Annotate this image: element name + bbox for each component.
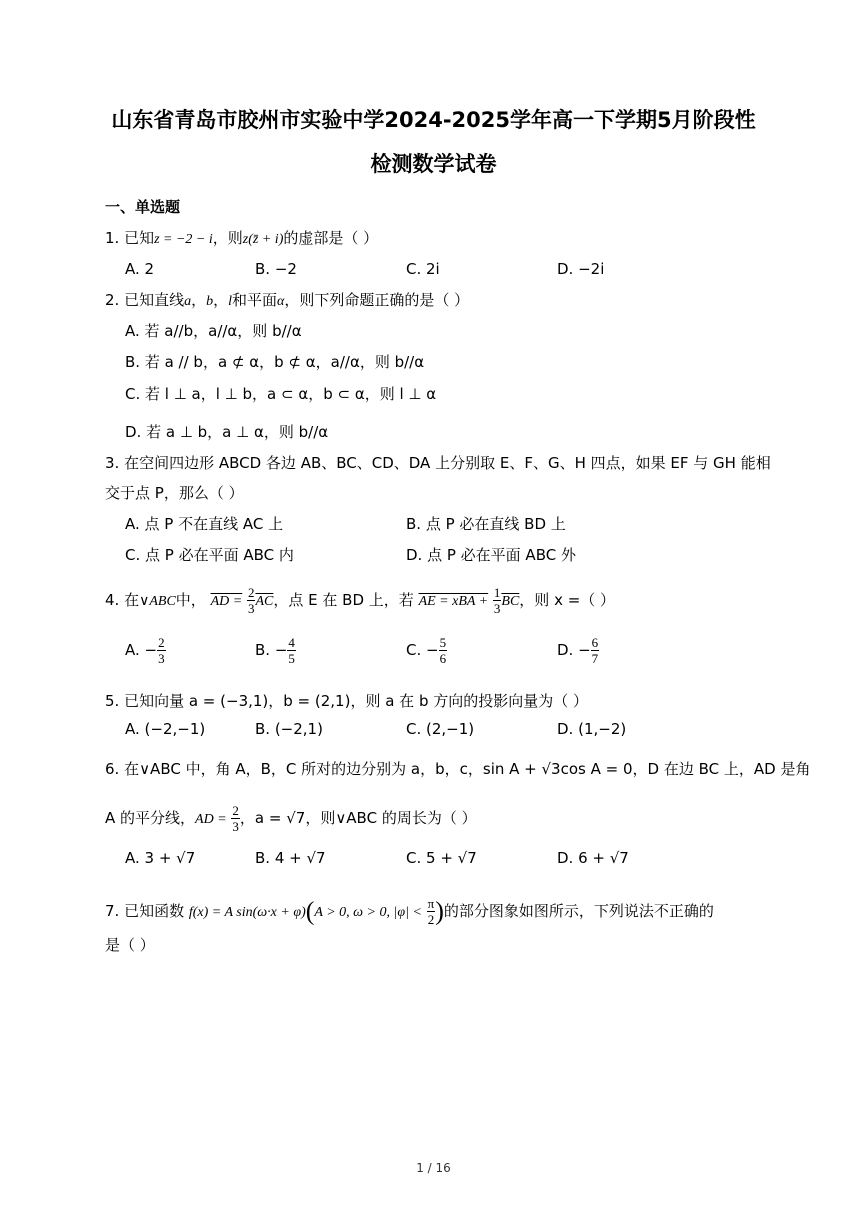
q5-option-d: D. (1,−2) — [557, 720, 627, 738]
q5-option-c: C. (2,−1) — [406, 720, 475, 738]
q1-suffix: 的虚部是（ ） — [283, 229, 379, 247]
q4-option-a: A. − $\frac{2}{3}$ — [125, 635, 165, 666]
q4-vector-ac: $\overline{AC}$ — [255, 594, 274, 609]
q7-suffix: 的部分图象如图所示，下列说法不正确的 — [443, 902, 714, 920]
q6-part: ，a = √7，则∨ABC 的周长为（ ） — [239, 809, 477, 827]
q2-line-a: a — [184, 294, 192, 309]
q6-part: A 的平分线， — [105, 809, 196, 827]
q2-plane-alpha: α — [277, 294, 285, 309]
question-2-stem — [105, 290, 469, 312]
q1-expression: z(z̄ + i) — [242, 232, 284, 247]
q3-option-d: D. 点 P 必在平面 ABC 外 — [406, 546, 576, 564]
q2-option-c: C. 若 l ⊥ a，l ⊥ b，a ⊂ α，b ⊂ α，则 l ⊥ α — [125, 385, 437, 403]
question-6-stem-line-2 — [105, 803, 477, 834]
question-3-stem-line-1: 3. 在空间四边形 ABCD 各边 AB、BC、CD、DA 上分别取 E、F、G、H 四点，如果 EF 与 GH 能相 — [105, 454, 771, 472]
q2-comma: ， — [213, 291, 229, 309]
q2-option-d: D. 若 a ⊥ b，a ⊥ α，则 b//α — [125, 423, 329, 441]
q4-option-d: D. − $\frac{6}{7}$ — [557, 635, 599, 666]
document-title-line-1: 山东省青岛市胶州市实验中学2024-2025学年高一下学期5月阶段性 — [111, 108, 756, 132]
q1-option-a: A. 2 — [125, 260, 155, 278]
q4-vector-ad: AD = — [210, 594, 243, 609]
q4-fraction: $\frac{1}{3}$ — [493, 585, 501, 616]
q1-z-value: z = −2 − i — [154, 232, 213, 247]
q2-line-b: b — [206, 294, 214, 309]
q2-stem-part: 和平面 — [232, 291, 278, 309]
question-3-stem-line-2: 交于点 P，那么（ ） — [105, 484, 244, 502]
q7-prefix: 7. 已知函数 — [105, 902, 185, 920]
q6-option-c: C. 5 + √7 — [406, 849, 477, 867]
q7-function: f(x) = A sin(ω·x + φ) — [188, 905, 306, 920]
q2-stem-part: ，则下列命题正确的是（ ） — [284, 291, 470, 309]
question-7-stem-line-2: 是（ ） — [105, 936, 155, 954]
question-5-stem: 5. 已知向量 a = (−3,1)，b = (2,1)，则 a 在 b 方向的投影向量为（ ） — [105, 692, 589, 710]
question-6-stem-line-1: 6. 在∨ABC 中，角 A，B，C 所对的边分别为 a，b，c，sin A + √3cos A = 0，D 在边 BC 上，AD 是角 — [105, 760, 811, 778]
q6-option-d: D. 6 + √7 — [557, 849, 629, 867]
q4-suffix: ，则 x =（ ） — [519, 591, 616, 609]
q5-option-a: A. (−2,−1) — [125, 720, 206, 738]
q2-line-l: l — [228, 294, 233, 309]
q3-option-b: B. 点 P 必在直线 BD 上 — [406, 515, 566, 533]
q6-fraction: $\frac{2}{3}$ — [232, 803, 239, 834]
q1-prefix: 1. 已知 — [105, 229, 155, 247]
q2-option-b: B. 若 a // b，a ⊄ α，b ⊄ α，a//α，则 b//α — [125, 353, 425, 371]
q7-condition: A > 0, ω > 0, |φ| < — [314, 905, 422, 920]
q4-triangle: ∨ABC — [139, 594, 176, 609]
q2-stem-part: 2. 已知直线 — [105, 291, 185, 309]
q4-vector-bc: $\overline{BC}$ — [501, 594, 520, 609]
q3-option-a: A. 点 P 不在直线 AC 上 — [125, 515, 284, 533]
q1-option-d: D. −2i — [557, 260, 605, 278]
page-number: 1 / 16 — [416, 1161, 451, 1175]
q2-comma: ， — [191, 291, 207, 309]
q1-mid: ，则 — [212, 229, 243, 247]
section-heading: 一、单选题 — [105, 198, 181, 216]
question-4-stem — [105, 585, 615, 616]
q2-option-a: A. 若 a//b，a//α，则 b//α — [125, 322, 302, 340]
q1-option-c: C. 2i — [406, 260, 440, 278]
q4-option-b: B. − $\frac{4}{5}$ — [255, 635, 295, 666]
q4-prefix: 4. 在 — [105, 591, 140, 609]
q5-option-b: B. (−2,1) — [255, 720, 323, 738]
q6-option-a: A. 3 + √7 — [125, 849, 196, 867]
question-7-stem: 7. 已知函数 f(x) = A sin(ω·x + φ)(A > 0, ω > 0, |φ| < $\frac{\pi}{2}$ )的部分图象如图所示，下列说法不正确的 — [105, 896, 714, 927]
q4-mid: ，点 E 在 BD 上，若 — [273, 591, 414, 609]
q4-option-c: C. − $\frac{5}{6}$ — [406, 635, 447, 666]
q1-option-b: B. −2 — [255, 260, 297, 278]
q7-fraction: $\frac{\pi}{2}$ — [427, 896, 435, 927]
q4-fraction: $\frac{2}{3}$ — [247, 585, 255, 616]
document-title-line-2: 检测数学试卷 — [370, 152, 497, 176]
q6-ad: AD = — [195, 812, 227, 827]
question-1-stem — [105, 228, 378, 250]
q6-option-b: B. 4 + √7 — [255, 849, 326, 867]
q4-vector-ae: AE = xBA + — [418, 594, 489, 609]
q4-mid: 中， — [175, 591, 206, 609]
q3-option-c: C. 点 P 必在平面 ABC 内 — [125, 546, 294, 564]
